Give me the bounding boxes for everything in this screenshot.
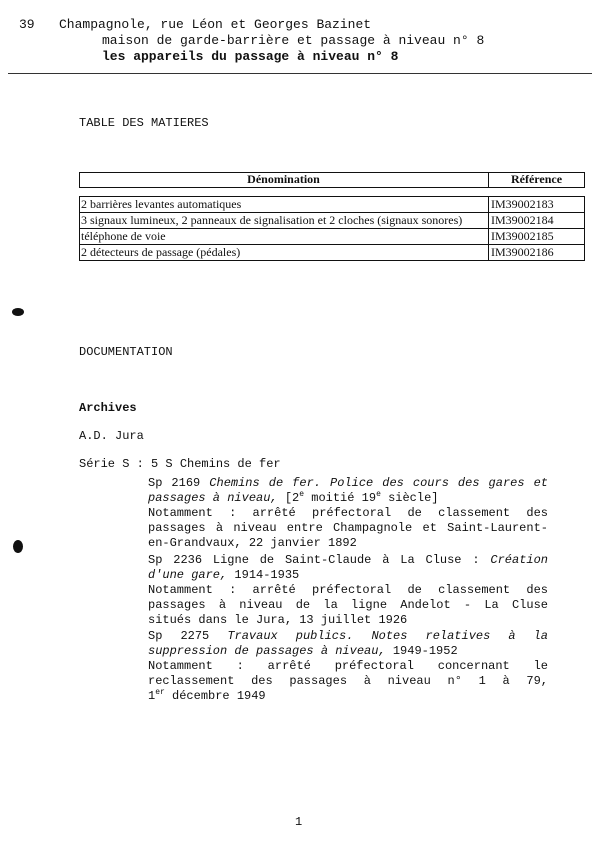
toc-row-denomination: 2 barrières levantes automatiques (81, 197, 242, 211)
punch-hole-mark (12, 308, 24, 316)
entry-note: 1 (148, 689, 156, 703)
entry-code: Sp 2275 (148, 629, 210, 643)
entry-note: Notamment : arrêté préfectoral de classement des (148, 506, 548, 520)
entry-date-sup: e (299, 490, 305, 499)
toc-col-reference: Référence (510, 172, 563, 186)
entry-title: Ligne de Saint-Claude à La Cluse : (212, 553, 480, 567)
entry-title: d'une gare, (148, 568, 228, 582)
archive-entry (148, 476, 548, 551)
entry-note: reclassement des passages à niveau n° 1 à 79, (148, 674, 548, 688)
entry-code: Sp 2169 (148, 476, 201, 490)
entry-title: Chemins de fer. Police des cours des gares et (209, 476, 548, 490)
archives-heading: Archives (79, 401, 137, 415)
entry-note: situés dans le Jura, 13 juillet 1926 (148, 613, 408, 627)
header-divider (8, 73, 592, 74)
entry-title: suppression de passages à niveau, (148, 644, 386, 658)
entry-note: en-Grandvaux, 22 janvier 1892 (148, 536, 357, 550)
entry-date-sup: e (376, 490, 381, 499)
entry-date: 1914-1935 (234, 568, 300, 582)
archive-serie: Série S : 5 S Chemins de fer (79, 457, 281, 471)
archive-source: A.D. Jura (79, 429, 144, 443)
header-title: les appareils du passage à niveau n° 8 (102, 49, 399, 64)
toc-row-reference: IM39002184 (491, 213, 554, 227)
archive-entry (148, 629, 548, 704)
record-number: 39 (19, 17, 35, 32)
toc-row-denomination: 3 signaux lumineux, 2 panneaux de signalisation et 2 cloches (signaux sonores) (81, 213, 463, 227)
toc-row-reference: IM39002186 (491, 245, 554, 259)
toc-row-reference: IM39002183 (491, 197, 554, 211)
header-subtitle: maison de garde-barrière et passage à niveau n° 8 (102, 33, 485, 48)
entry-code: Sp 2236 (148, 553, 203, 567)
page-number: 1 (295, 815, 303, 829)
entry-note: passages à niveau entre Champagnole et Saint-Laurent- (148, 521, 548, 535)
entry-title: Travaux publics. Notes relatives à la (227, 629, 549, 643)
entry-note-sup: er (155, 688, 165, 697)
entry-date: [2 (284, 491, 300, 505)
toc-row-denomination: 2 détecteurs de passage (pédales) (81, 245, 241, 259)
toc-title: TABLE DES MATIERES (79, 116, 209, 130)
entry-note: Notamment : arrêté préfectoral de classement des (148, 583, 548, 597)
entry-date: moitié 19 (304, 491, 377, 505)
entry-title: Création (490, 553, 548, 567)
entry-note: Notamment : arrêté préfectoral concernant le (148, 659, 548, 673)
header-location: Champagnole, rue Léon et Georges Bazinet (59, 17, 372, 32)
entry-note: passages à niveau de la ligne Andelot - La Cluse (148, 598, 548, 612)
entry-title: passages à niveau, (148, 491, 278, 505)
archive-entry (148, 553, 548, 628)
entry-date: 1949-1952 (392, 644, 458, 658)
entry-note: décembre 1949 (164, 689, 266, 703)
punch-hole-mark (13, 540, 23, 553)
documentation-title: DOCUMENTATION (79, 345, 173, 359)
toc-row-denomination: téléphone de voie (81, 229, 166, 243)
toc-col-denomination: Dénomination (247, 172, 320, 186)
entry-date: siècle] (380, 491, 439, 505)
toc-row-reference: IM39002185 (491, 229, 554, 243)
